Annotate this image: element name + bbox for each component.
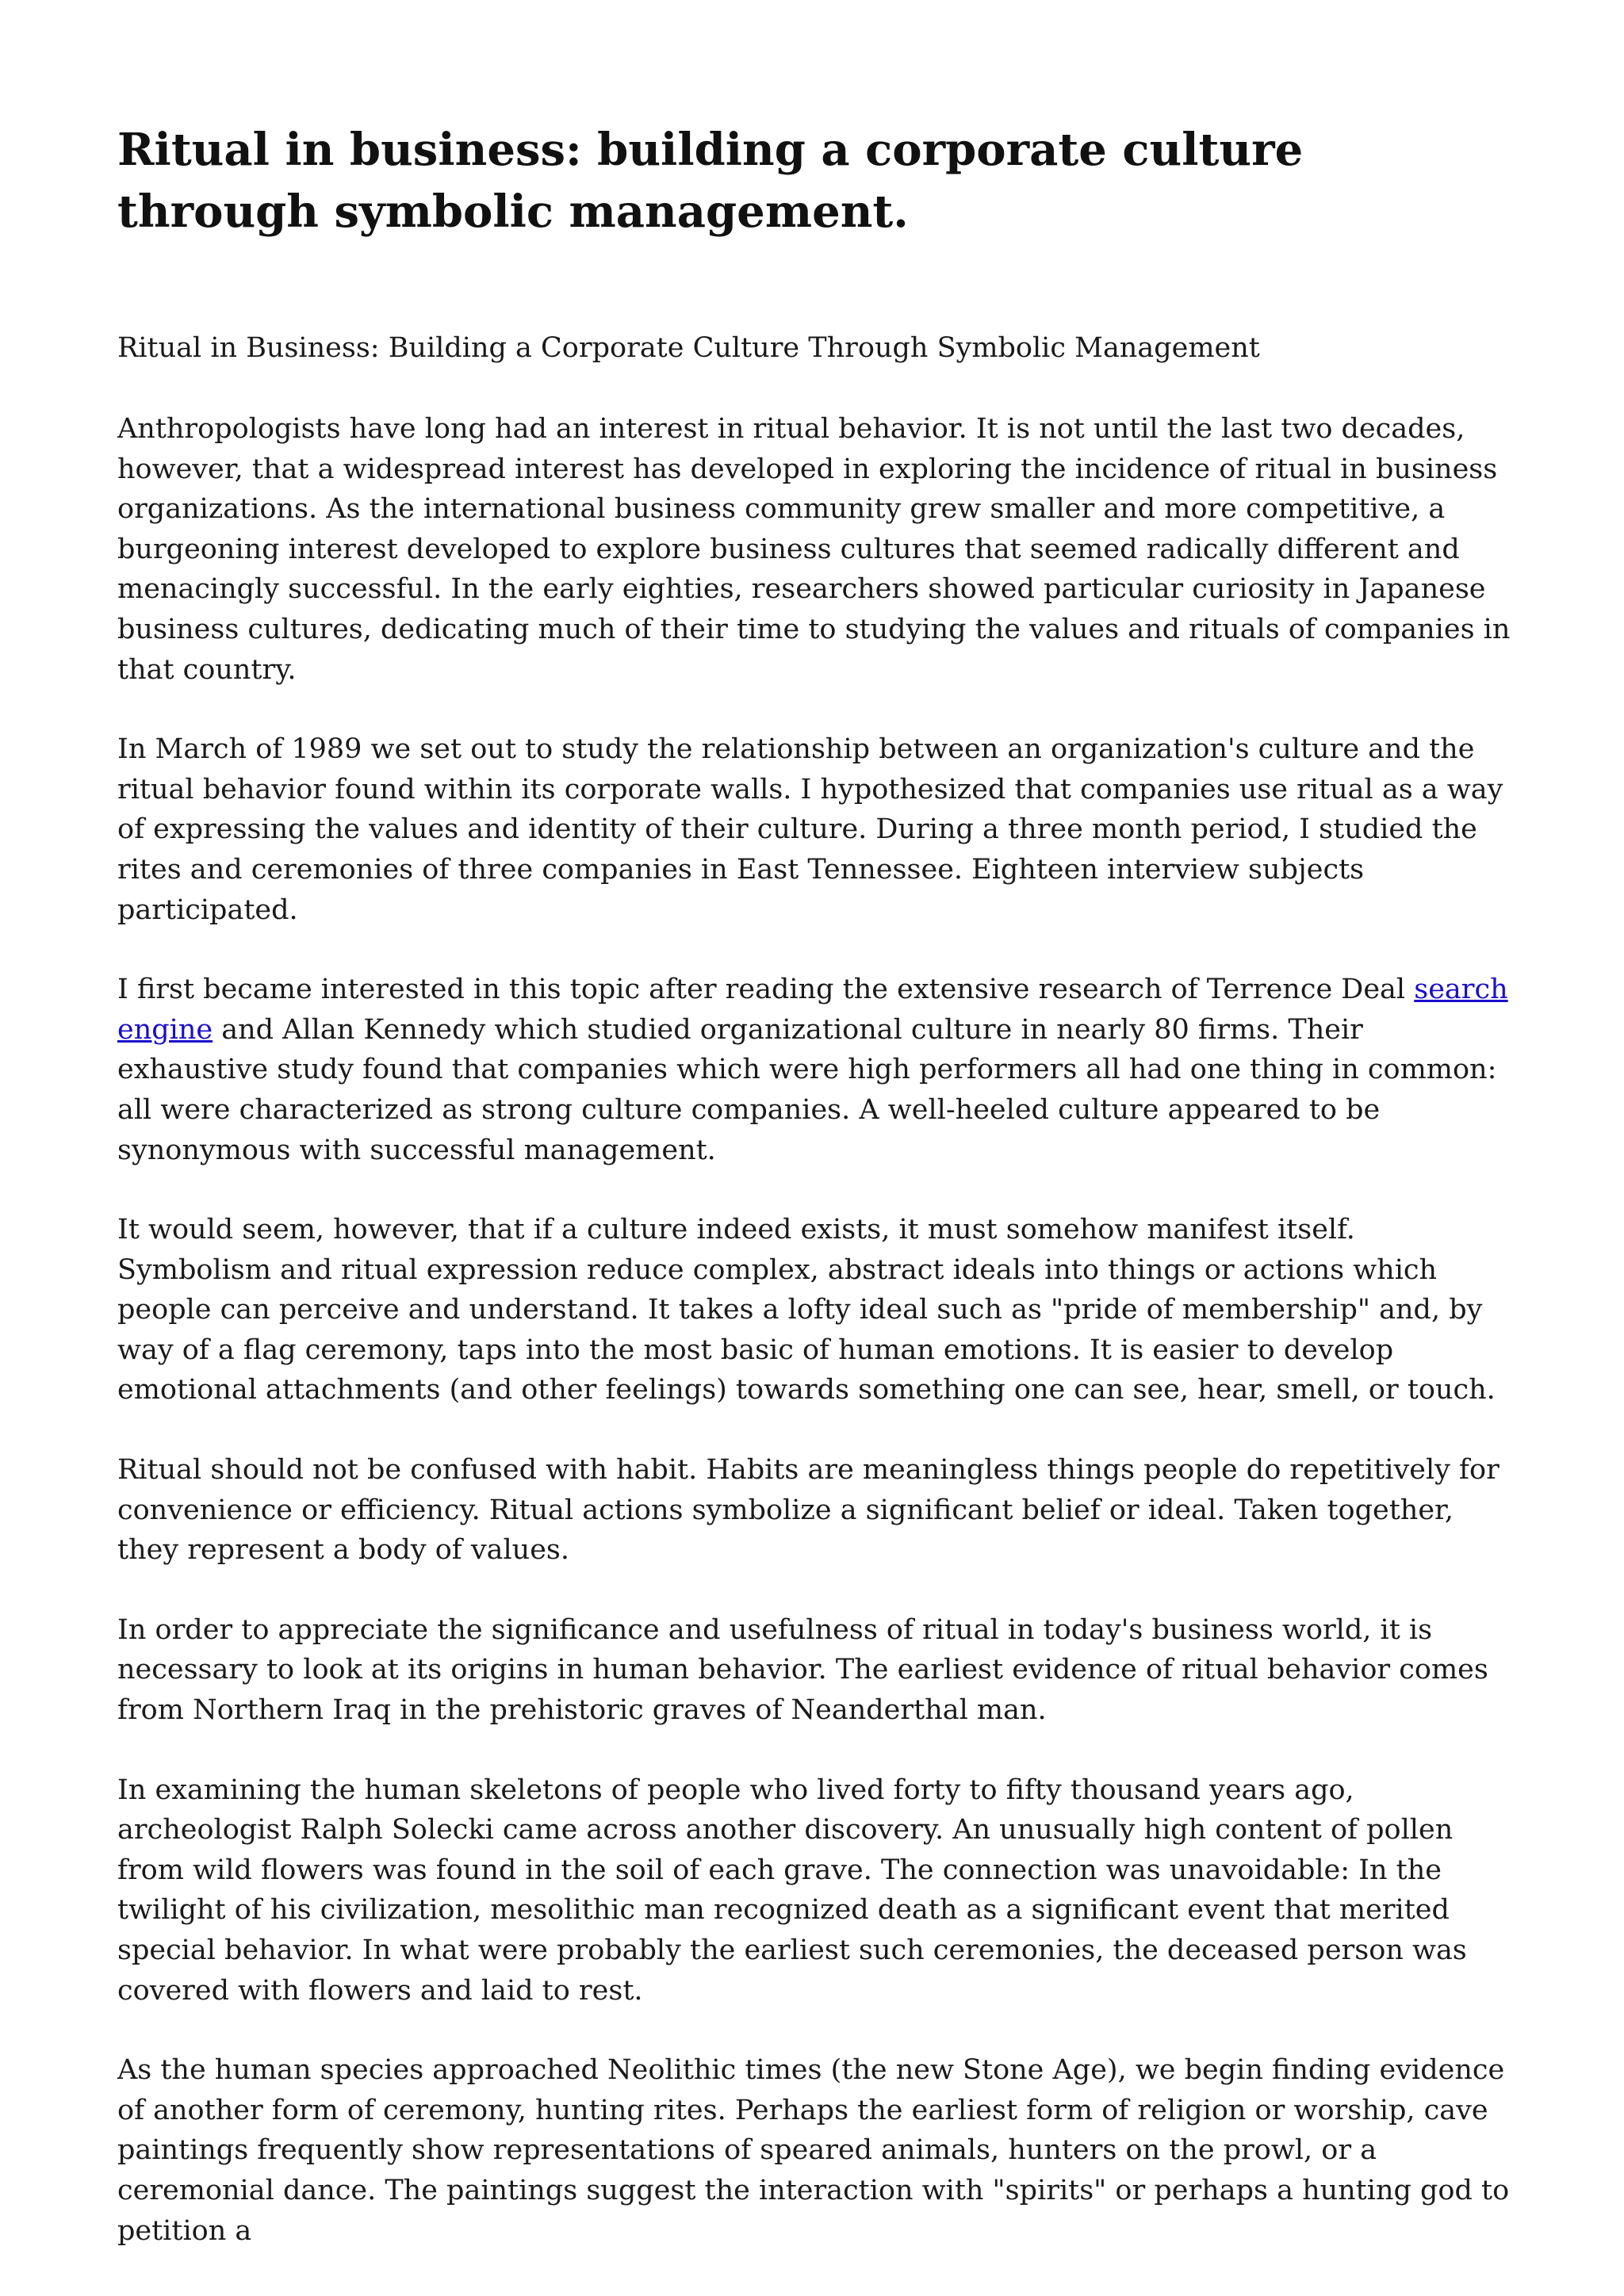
paragraph-2: In March of 1989 we set out to study the relationship between an organization's culture and the ritual behavior found within its corporate walls. I hypothesized that companies use ritual as a way of expressing the values and identity of their culture. During a three month period, I studied the rites and ceremonies of three companies in East Tennessee. Eighteen interview subjects participated. [117,733,1503,926]
paragraph-8: As the human species approached Neolithic times (the new Stone Age), we begin finding evidence of another form of ceremony, hunting rites. Perhaps the earliest form of religion or worship, cave paintings frequently show representations of speared animals, hunters on the prowl, or a ceremonial dance. The paintings suggest the interaction with "spirits" or perhaps a hunting god to petition a [117,2054,1510,2247]
paragraph-7: In examining the human skeletons of people who lived forty to fifty thousand years ago, archeologist Ralph Solecki came across another discovery. An unusually high content of pollen from wild flowers was found in the soil of each grave. The connection was unavoidable: In the twilight of his civilization, mesolithic man recognized death as a significant event that merited special behavior. In what were probably the earliest such ceremonies, the deceased person was covered with flowers and laid to rest. [117,1774,1467,2007]
page-title: Ritual in business: building a corporate culture through symbolic management. [117,124,1304,238]
paragraph-4: It would seem, however, that if a culture indeed exists, it must somehow manifest itself. Symbolism and ritual expression reduce complex, abstract ideals into things or actions which people can perceive and understand. It takes a lofty ideal such as "pride of membership" and, by way of a flag ceremony, taps into the most basic of human emotions. It is easier to develop emotional attachments (and other feelings) towards something one can see, hear, smell, or touch. [117,1214,1496,1406]
paragraph-6: In order to appreciate the significance and usefulness of ritual in today's business world, it is necessary to look at its origins in human behavior. The earliest evidence of ritual behavior comes from Northern Iraq in the prehistoric graves of Neanderthal man. [117,1613,1488,1727]
article-subtitle: Ritual in Business: Building a Corporate Culture Through Symbolic Management [117,332,1260,364]
paragraph-3-text-after: and Allan Kennedy which studied organizational culture in nearly 80 firms. Their exhaustive study found that companies which were high performers all had one thing in common: all were characterized as strong culture companies. A well-heeled culture appeared to be synonymous with successful management. [117,1013,1497,1166]
paragraph-3 [117,970,1513,1170]
article [117,119,1513,2290]
search-engine-link[interactable]: search engine [117,974,1508,1046]
paragraph-1: Anthropologists have long had an interest in ritual behavior. It is not until the last two decades, however, that a widespread interest has developed in exploring the incidence of ritual in business organizations. As the international business community grew smaller and more competitive, a burgeoning interest developed to explore business cultures that seemed radically different and menacingly successful. In the early eighties, researchers showed particular curiosity in Japanese business cultures, dedicating much of their time to studying the values and rituals of companies in that country. [117,413,1511,686]
paragraph-5: Ritual should not be confused with habit. Habits are meaningless things people do repetitively for convenience or efficiency. Ritual actions symbolize a significant belief or ideal. Taken together, they represent a body of values. [117,1454,1500,1567]
paragraph-3-text-before: I first became interested in this topic after reading the extensive research of Terrence Deal [117,974,1415,1006]
